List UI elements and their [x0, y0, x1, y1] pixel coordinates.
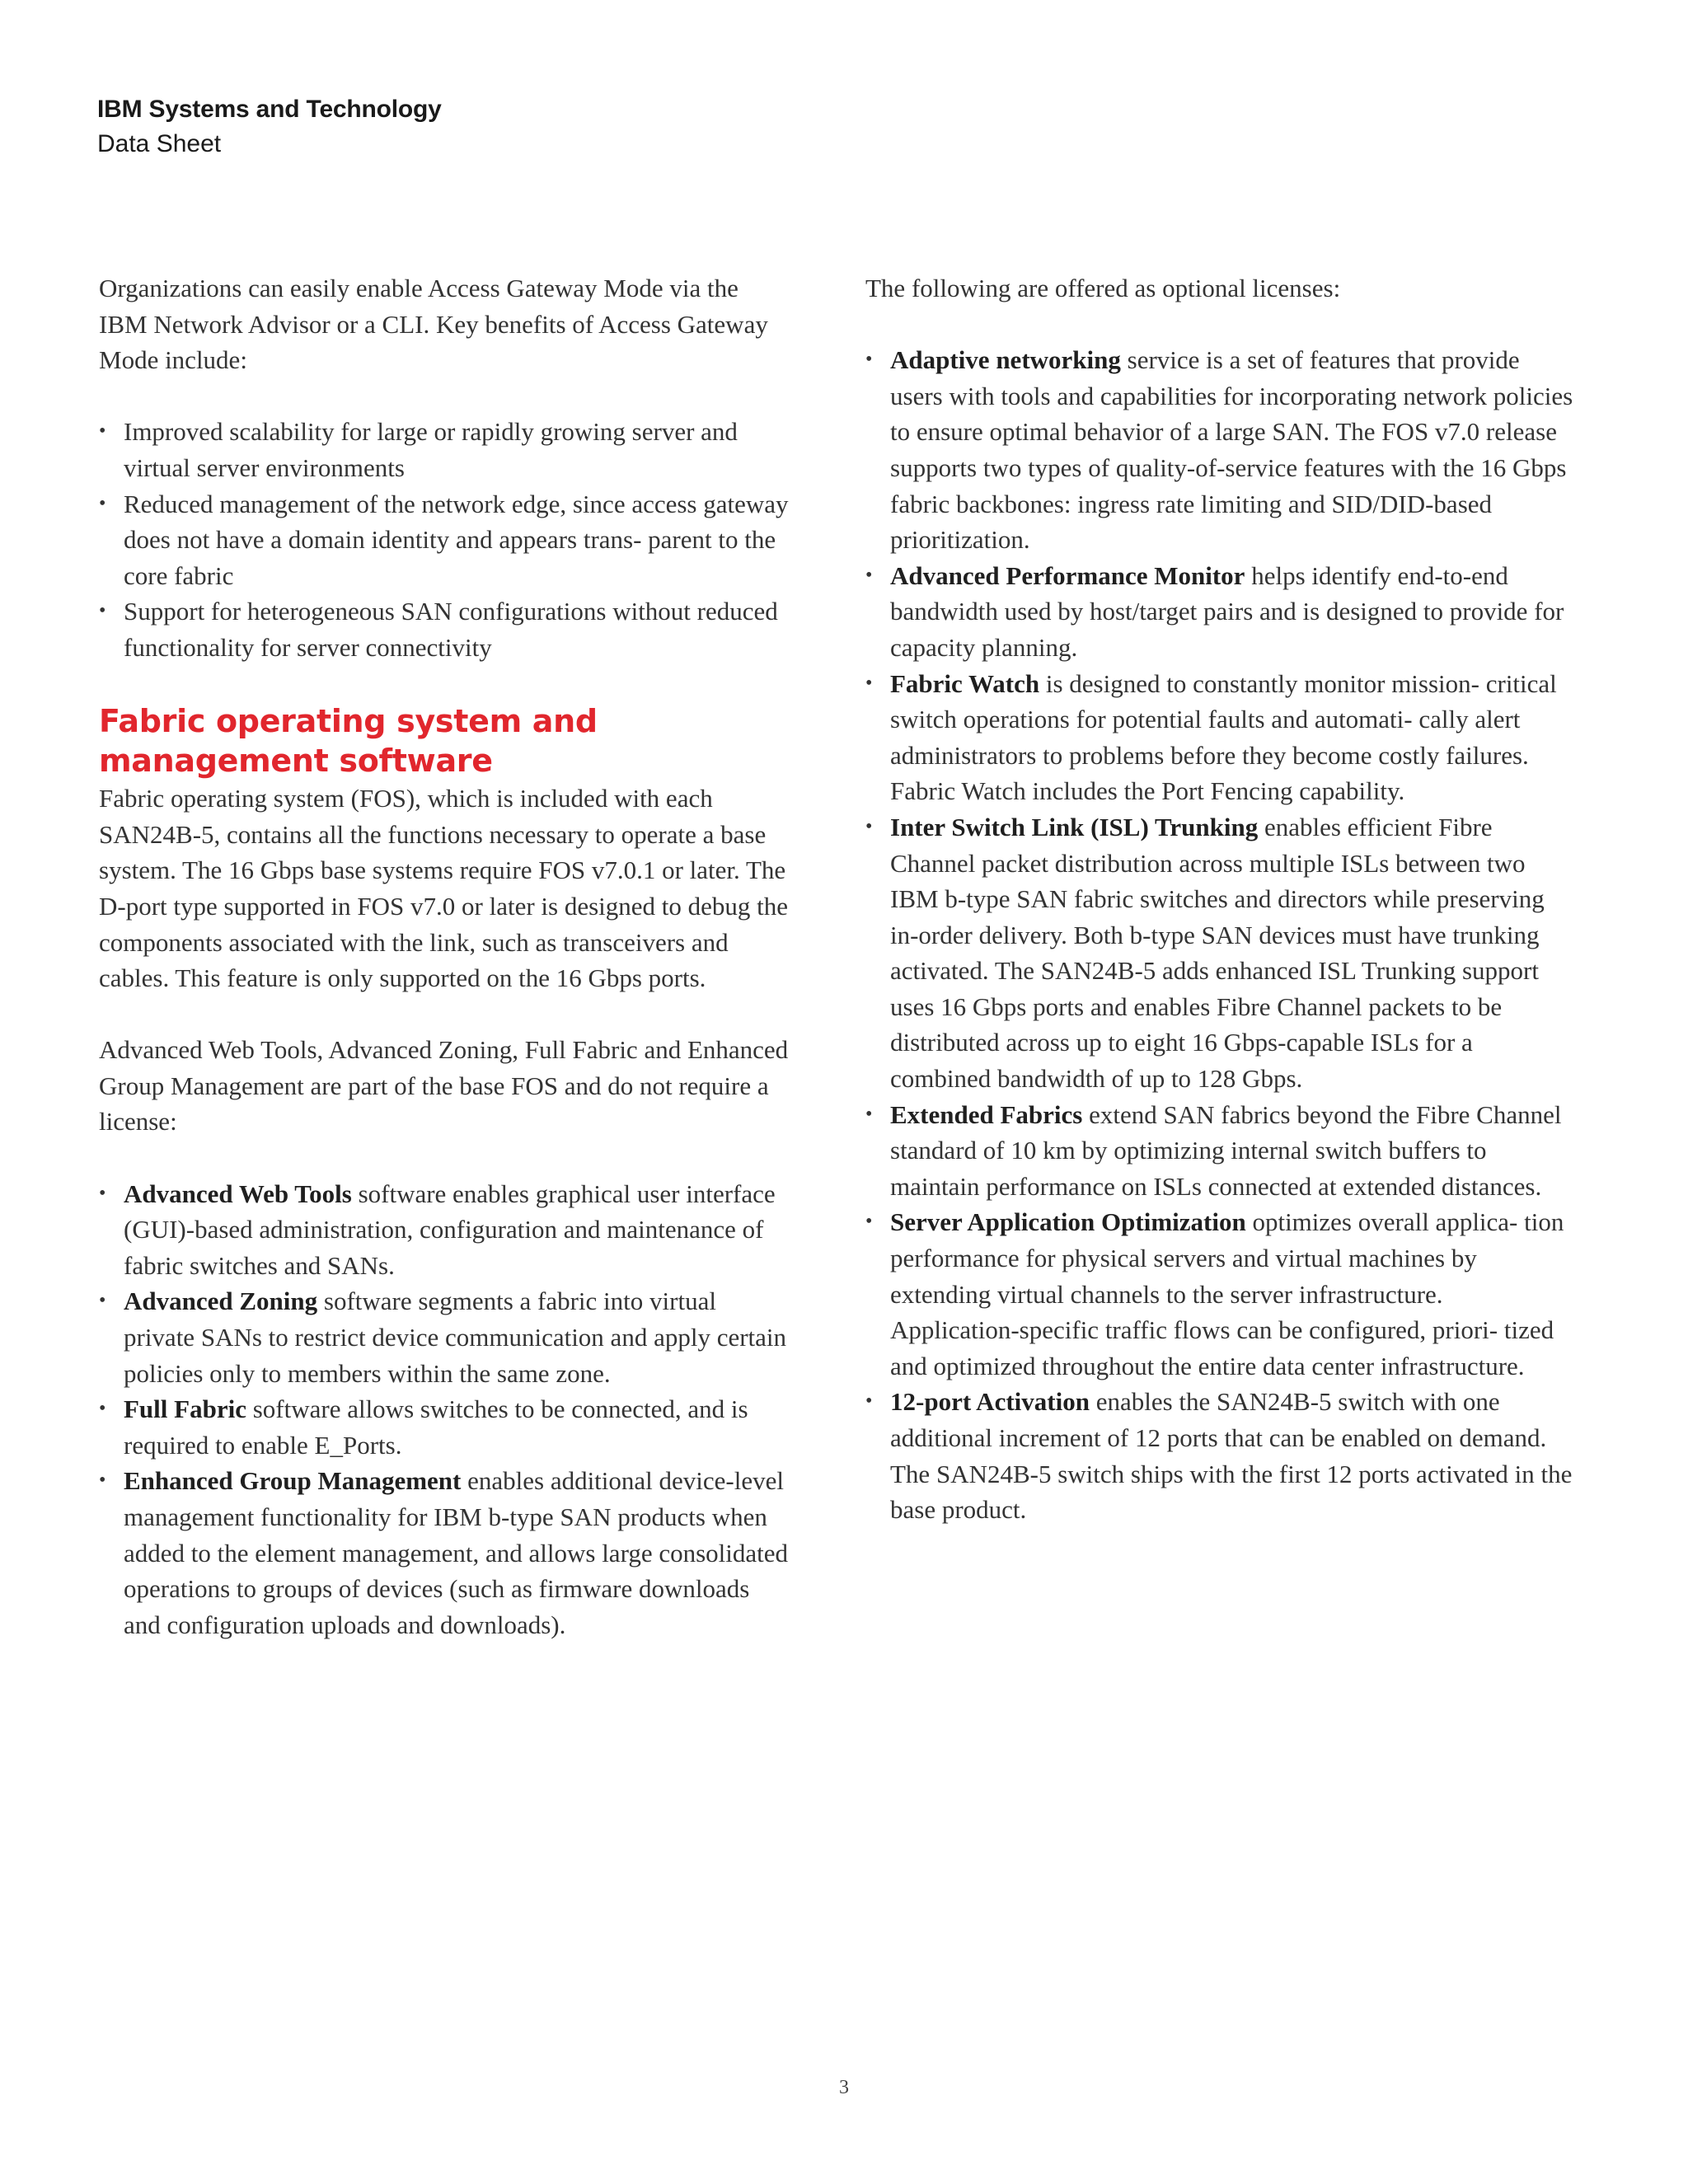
- feature-description: enables additional device-level management functionality for IBM b-type SAN products when added to the element management, and allows large consolidated operations to groups of devices (such as firmware downloads and configuration uploads and downloads).: [124, 1466, 789, 1639]
- list-item: [865, 666, 1574, 809]
- license-name: Inter Switch Link (ISL) Trunking: [890, 812, 1259, 841]
- list-item: [865, 342, 1574, 558]
- base-features-list: [99, 1176, 791, 1643]
- license-name: Advanced Performance Monitor: [890, 560, 1245, 590]
- section-title: Fabric operating system and management software: [99, 703, 598, 780]
- list-item: [99, 1463, 791, 1643]
- access-gateway-benefits-list: [99, 414, 791, 665]
- feature-name: Full Fabric: [124, 1394, 246, 1424]
- list-item: [99, 1391, 791, 1463]
- feature-name: Advanced Zoning: [124, 1286, 318, 1316]
- license-name: Fabric Watch: [890, 668, 1040, 698]
- list-item: • Improved scalability for large or rapidly growing server and virtual server environments: [99, 414, 791, 485]
- license-description: is designed to constantly monitor mission- critical switch operations for potential faults and automati- cally alert administrators to problems before they become costly failures. Fabric Watch includes the Port Fencing capability.: [890, 668, 1557, 806]
- list-item: [99, 1283, 791, 1391]
- left-column: [99, 270, 791, 1643]
- license-name: Extended Fabrics: [890, 1099, 1083, 1129]
- license-description: helps identify end-to-end bandwidth used by host/target pairs and is designed to provide for capacity planning.: [890, 560, 1564, 662]
- list-item: • Support for heterogeneous SAN configurations without reduced functionality for server connectivity: [99, 593, 791, 665]
- document-type: Data Sheet: [97, 130, 222, 157]
- license-description: enables efficient Fibre Channel packet distribution across multiple ISLs between two IBM b-type SAN fabric switches and directors while preserving in-order delivery. Both b-type SAN devices must have trunking activated. The SAN24B-5 adds enhanced ISL Trunking support uses 16 Gbps ports and enables Fibre Channel packets to be distributed across up to eight 16 Gbps-capable ISLs for a combined bandwidth of up to 128 Gbps.: [890, 812, 1545, 1094]
- optional-licenses-intro: The following are offered as optional licenses:: [865, 274, 1341, 302]
- optional-licenses-list: [865, 342, 1574, 1528]
- list-item: [865, 1384, 1574, 1527]
- list-item: [865, 558, 1574, 666]
- feature-description: software allows switches to be connected, and is required to enable E_Ports.: [124, 1394, 748, 1460]
- base-features-paragraph: Advanced Web Tools, Advanced Zoning, Full Fabric and Enhanced Group Management are part of the base FOS and do not require a license:: [99, 1035, 789, 1137]
- feature-name: Enhanced Group Management: [124, 1466, 462, 1496]
- page-number: 3: [839, 2077, 849, 2098]
- company-title: IBM Systems and Technology: [97, 96, 442, 123]
- list-item: [865, 1097, 1574, 1205]
- license-description: enables the SAN24B-5 switch with one additional increment of 12 ports that can be enabled on demand. The SAN24B-5 switch ships with the first 12 ports activated in the base product.: [890, 1387, 1573, 1525]
- list-item: [99, 1176, 791, 1284]
- license-description: optimizes overall applica- tion performance for physical servers and virtual machines by extending virtual channels to the server infrastructure. Application-specific traffic flows can be configured, priori- tized and optimized throughout the entire data center infrastructure.: [890, 1207, 1564, 1380]
- feature-description: software enables graphical user interface (GUI)-based administration, configuration and maintenance of fabric switches and SANs.: [124, 1179, 776, 1280]
- license-name: Server Application Optimization: [890, 1207, 1246, 1237]
- feature-description: software segments a fabric into virtual private SANs to restrict device communication and apply certain policies only to members within the same zone.: [124, 1286, 787, 1388]
- list-item: • Reduced management of the network edge, since access gateway does not have a domain identity and appears trans- parent to the core fabric: [99, 486, 791, 594]
- license-description: extend SAN fabrics beyond the Fibre Channel standard of 10 km by optimizing internal switch buffers to maintain performance on ISLs connected at extended distances.: [890, 1099, 1562, 1201]
- list-item: [865, 1204, 1574, 1384]
- list-item: [865, 809, 1574, 1097]
- license-name: Adaptive networking: [890, 345, 1121, 375]
- license-description: service is a set of features that provide users with tools and capabilities for incorporating network policies to ensure optimal behavior of a large SAN. The FOS v7.0 release supports two types of quality-of-service features with the 16 Gbps fabric backbones: ingress rate limiting and SID/DID-based prioritization.: [890, 345, 1573, 555]
- fos-paragraph: Fabric operating system (FOS), which is included with each SAN24B-5, contains all the functions necessary to operate a base system. The 16 Gbps base systems require FOS v7.0.1 or later. The D-port type supported in FOS v7.0 or later is designed to debug the components associated with the link, such as transceivers and cables. This feature is only supported on the 16 Gbps ports.: [99, 784, 789, 993]
- feature-name: Advanced Web Tools: [124, 1179, 352, 1208]
- page-header: [97, 92, 442, 162]
- access-gateway-intro: Organizations can easily enable Access Gateway Mode via the IBM Network Advisor or a CLI. Key benefits of Access Gateway Mode include:: [99, 274, 768, 375]
- license-name: 12-port Activation: [890, 1387, 1090, 1417]
- right-column: [865, 270, 1574, 1528]
